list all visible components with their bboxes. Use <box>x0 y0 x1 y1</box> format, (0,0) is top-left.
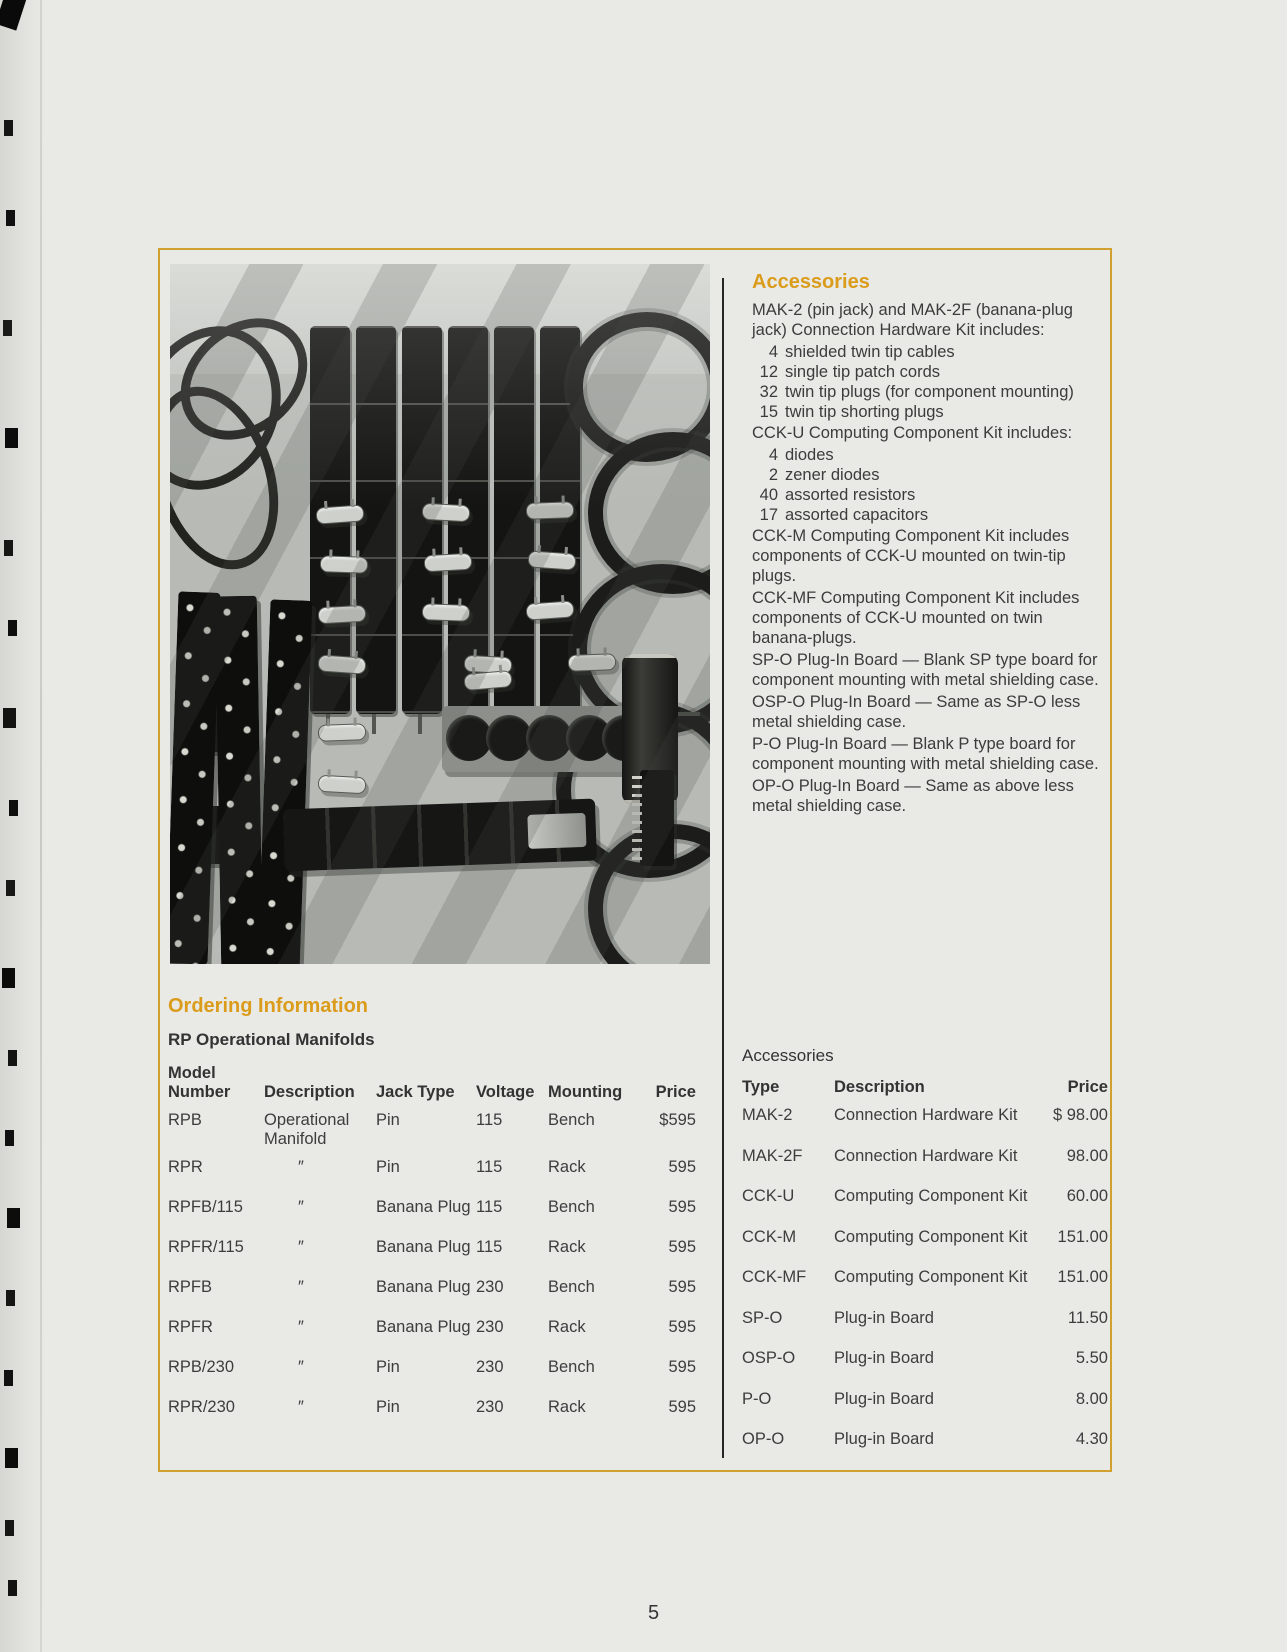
table-row: RPR ″ Pin 115 Rack 595 <box>168 1158 696 1176</box>
item-text: single tip patch cords <box>785 363 941 381</box>
col-header-description: Description <box>834 1078 925 1096</box>
accessories-list-item <box>752 402 1104 422</box>
table-row: SP-O Plug-in Board 11.50 <box>742 1308 1108 1327</box>
table-row: RPFB/115 ″ Banana Plug 115 Bench 595 <box>168 1198 696 1216</box>
table-row: RPB Operational Manifold Pin 115 Bench $595 <box>168 1111 696 1148</box>
table-row: MAK-2F Connection Hardware Kit 98.00 <box>742 1146 1108 1165</box>
col-header-price: Price <box>655 1083 696 1101</box>
col-header-price: Price <box>1067 1078 1108 1096</box>
col-header-voltage: Voltage <box>476 1083 535 1101</box>
item-text: assorted resistors <box>785 486 916 504</box>
accessories-paragraph: P-O Plug-In Board — Blank P type board for component mounting with metal shielding case. <box>752 735 1099 773</box>
item-quantity: 12 <box>759 363 778 381</box>
item-quantity: 4 <box>768 446 778 464</box>
table-row: MAK-2 Connection Hardware Kit $ 98.00 <box>742 1106 1108 1124</box>
accessories-list-item <box>752 465 1104 485</box>
photo-shadow-overlay <box>170 264 710 964</box>
col-header-jack-type: Jack Type <box>376 1083 455 1101</box>
table-row: CCK-U Computing Component Kit 60.00 <box>742 1187 1108 1205</box>
ordering-information-section <box>168 994 716 1429</box>
accessories-list-item <box>752 445 1104 465</box>
item-text: zener diodes <box>785 466 880 484</box>
binding-crease <box>40 0 42 1652</box>
item-quantity: 2 <box>768 466 778 484</box>
item-quantity: 4 <box>768 343 778 361</box>
table-row: RPFB ″ Banana Plug 230 Bench 595 <box>168 1278 696 1296</box>
col-header-model: Model Number <box>168 1064 231 1101</box>
accessories-paragraph: MAK-2 (pin jack) and MAK-2F (banana-plug jack) Connection Hardware Kit includes: <box>752 301 1073 339</box>
accessories-list-item <box>752 342 1104 362</box>
page-number: 5 <box>648 1602 660 1624</box>
table-row: RPFR ″ Banana Plug 230 Rack 595 <box>168 1318 696 1336</box>
rp-table-title: RP Operational Manifolds <box>168 1030 375 1049</box>
accessories-table-header <box>742 1078 1108 1097</box>
item-quantity: 40 <box>759 486 778 504</box>
accessories-heading: Accessories <box>752 271 870 293</box>
accessories-price-table <box>742 1046 1108 1462</box>
accessories-list-item <box>752 505 1104 525</box>
accessories-paragraph: CCK-MF Computing Component Kit includes components of CCK-U mounted on twin banana-plugs. <box>752 589 1080 647</box>
accessories-panel <box>752 270 1104 818</box>
item-quantity: 17 <box>759 506 778 524</box>
col-header-type: Type <box>742 1078 780 1096</box>
accessories-paragraph: SP-O Plug-In Board — Blank SP type board for component mounting with metal shielding case. <box>752 651 1099 689</box>
col-header-mounting: Mounting <box>548 1083 623 1101</box>
table-row: RPR/230 ″ Pin 230 Rack 595 <box>168 1398 696 1416</box>
item-quantity: 15 <box>759 403 778 421</box>
accessories-paragraph: CCK-U Computing Component Kit includes: <box>752 424 1073 442</box>
col-header-description: Description <box>264 1083 355 1101</box>
item-text: diodes <box>785 446 834 464</box>
table-row: OSP-O Plug-in Board 5.50 <box>742 1349 1108 1367</box>
item-quantity: 32 <box>759 383 778 401</box>
table-row: CCK-MF Computing Component Kit 151.00 <box>742 1268 1108 1286</box>
item-text: twin tip shorting plugs <box>785 403 944 421</box>
table-row: CCK-M Computing Component Kit 151.00 <box>742 1227 1108 1246</box>
table-row: P-O Plug-in Board 8.00 <box>742 1389 1108 1408</box>
ordering-information-heading: Ordering Information <box>168 995 368 1017</box>
accessories-list-item <box>752 382 1104 402</box>
table-row: OP-O Plug-in Board 4.30 <box>742 1430 1108 1448</box>
product-photo <box>170 264 710 964</box>
content-frame <box>158 248 1112 1472</box>
item-text: assorted capacitors <box>785 506 929 524</box>
item-text: twin tip plugs (for component mounting) <box>785 383 1074 401</box>
binding-marks <box>4 120 13 136</box>
accessories-paragraph: OP-O Plug-In Board — Same as above less metal shielding case. <box>752 777 1074 815</box>
accessories-list-item <box>752 362 1104 382</box>
item-text: shielded twin tip cables <box>785 343 955 361</box>
accessories-paragraph: OSP-O Plug-In Board — Same as SP-O less metal shielding case. <box>752 693 1081 731</box>
accessories-list-item <box>752 485 1104 505</box>
rp-table-header <box>168 1064 716 1102</box>
table-row: RPB/230 ″ Pin 230 Bench 595 <box>168 1358 696 1376</box>
accessories-table-title: Accessories <box>742 1046 834 1065</box>
table-row: RPFR/115 ″ Banana Plug 115 Rack 595 <box>168 1238 696 1256</box>
column-divider <box>722 278 724 1458</box>
accessories-paragraph: CCK-M Computing Component Kit includes components of CCK-U mounted on twin-tip plugs. <box>752 527 1070 585</box>
